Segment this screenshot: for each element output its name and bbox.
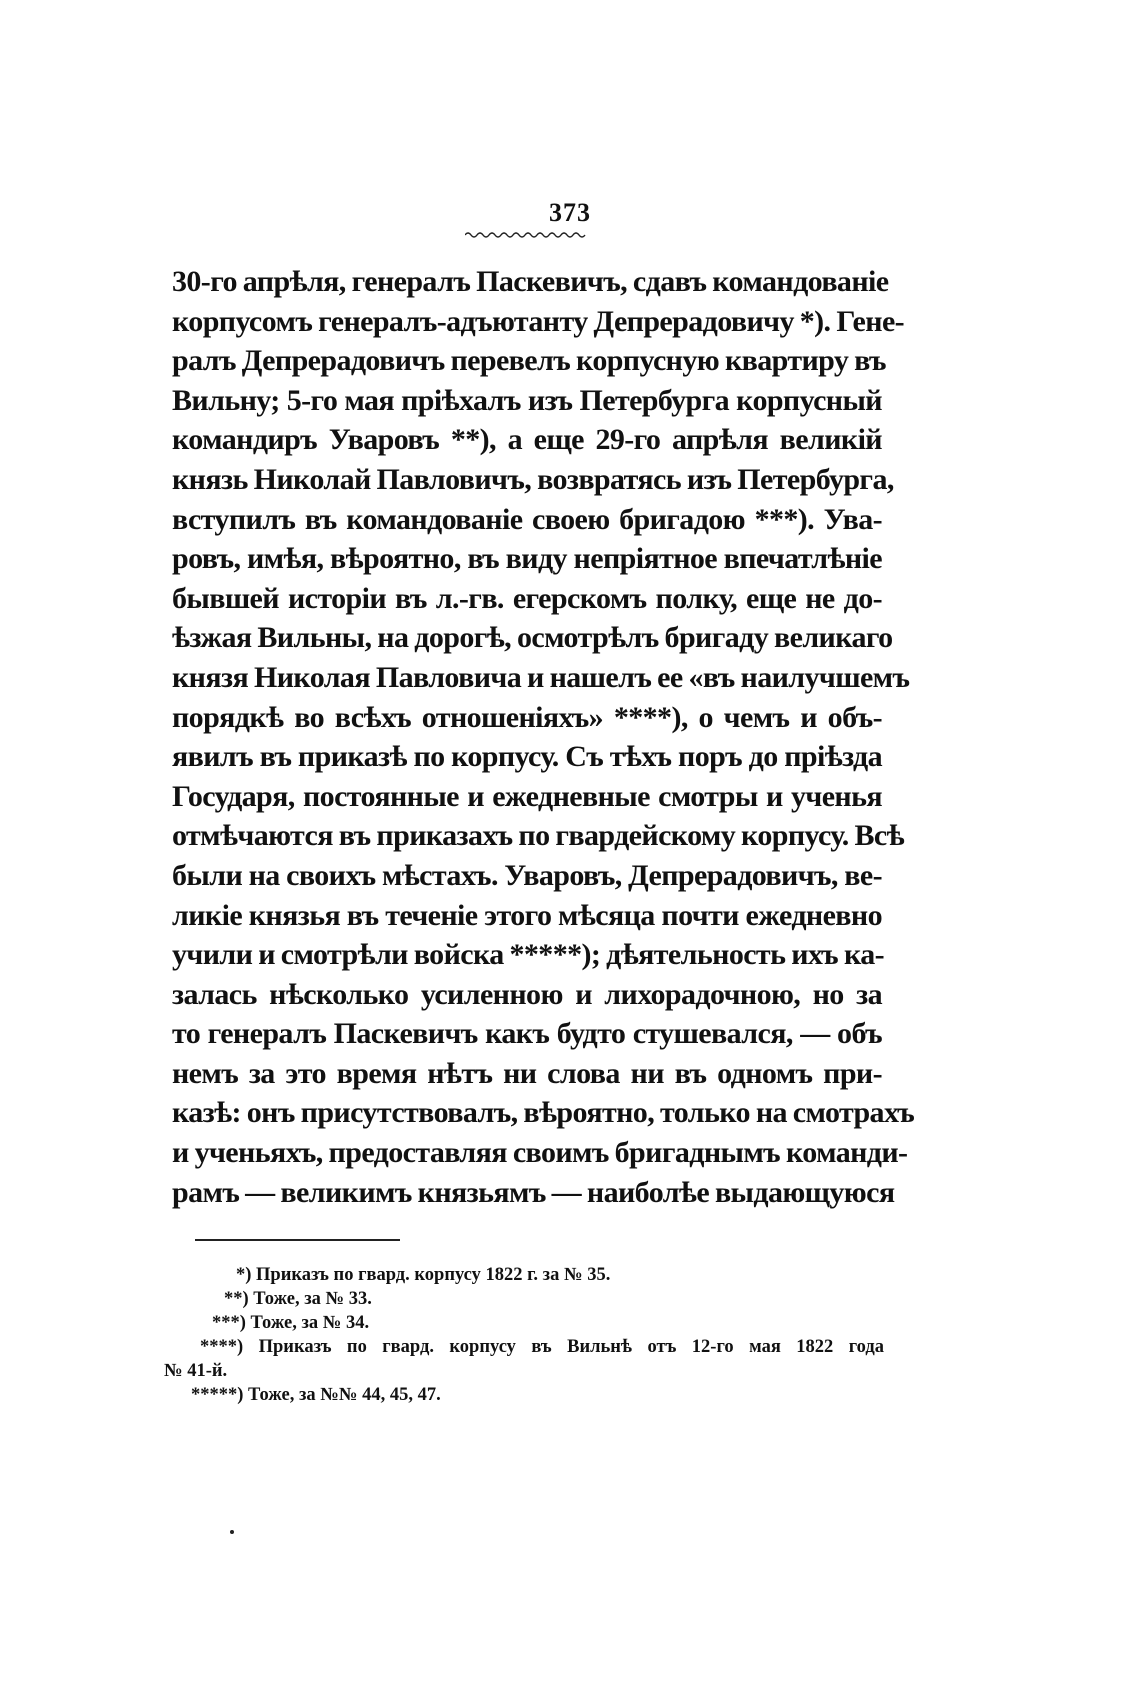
footnotes — [164, 1263, 884, 1407]
body-line: залась нѣсколько усиленною и лихорадочною, но за — [172, 977, 882, 1011]
body-line: учили и смотрѣли войска *****); дѣятельность ихъ ка- — [172, 938, 884, 972]
body-line: были на своихъ мѣстахъ. Уваровъ, Депрерадовичъ, ве- — [172, 858, 882, 892]
footnote: ***) Тоже, за № 34. — [212, 1313, 370, 1333]
footnote: **) Тоже, за № 33. — [224, 1289, 372, 1309]
body-line: явилъ въ приказѣ по корпусу. Съ тѣхъ поръ до пріѣзда — [172, 740, 882, 774]
body-line: ровъ, имѣя, вѣроятно, въ виду непріятное впечатлѣніе — [172, 542, 882, 576]
body-line: казѣ: онъ присутствовалъ, вѣроятно, только на смотрахъ — [172, 1096, 915, 1130]
body-line: отмѣчаются въ приказахъ по гвардейскому корпусу. Всѣ — [172, 819, 905, 853]
body-line: командиръ Уваровъ **), а еще 29-го апрѣля великій — [172, 423, 882, 457]
body-line: порядкѣ во всѣхъ отношеніяхъ» ****), о чемъ и объ- — [172, 700, 882, 734]
page-number: 373 — [549, 198, 591, 227]
footnote: ****) Приказъ по гвард. корпусу въ Вильнѣ отъ 12-го мая 1822 года — [200, 1337, 884, 1357]
footnote-continuation: № 41-й. — [164, 1361, 228, 1381]
footnote-separator — [195, 1239, 400, 1241]
body-line: корпусомъ генералъ-адъютанту Депрерадовичу *). Гене- — [172, 304, 905, 338]
body-line: Вильну; 5-го мая пріѣхалъ изъ Петербурга корпусный — [172, 383, 882, 417]
body-line: немъ за это время нѣтъ ни слова ни въ одномъ при- — [172, 1056, 882, 1090]
body-line: то генералъ Паскевичъ какъ будто стушевался, — объ — [172, 1017, 882, 1051]
body-line: ѣзжая Вильны, на дорогѣ, осмотрѣлъ бригаду великаго — [172, 621, 893, 655]
body-line: князя Николая Павловича и нашелъ ее «въ наилучшемъ — [172, 660, 910, 694]
body-line: рамъ — великимъ князьямъ — наиболѣе выдающуюся — [172, 1175, 895, 1209]
ink-speck — [230, 1530, 234, 1534]
footnote: *) Приказъ по гвард. корпусу 1822 г. за № 35. — [236, 1265, 611, 1285]
ornamental-wavy-rule — [465, 230, 587, 238]
body-line: вступилъ въ командованіе своею бригадою ***). Ува- — [172, 502, 882, 536]
footnote: *****) Тоже, за №№ 44, 45, 47. — [191, 1385, 441, 1405]
body-line: 30-го апрѣля, генералъ Паскевичъ, сдавъ командованіе — [172, 265, 889, 298]
body-line: ликіе князья въ теченіе этого мѣсяца почти ежедневно — [172, 898, 882, 932]
body-text — [172, 262, 915, 1212]
body-line: и ученьяхъ, предоставляя своимъ бригаднымъ команди- — [172, 1136, 908, 1170]
body-line: Государя, постоянные и ежедневные смотры и ученья — [172, 779, 882, 813]
body-line: ралъ Депрерадовичъ перевелъ корпусную квартиру въ — [172, 344, 886, 378]
body-line: бывшей исторіи въ л.-гв. егерскомъ полку, еще не до- — [172, 581, 882, 615]
body-line: князь Николай Павловичъ, возвратясь изъ Петербурга, — [172, 462, 894, 496]
